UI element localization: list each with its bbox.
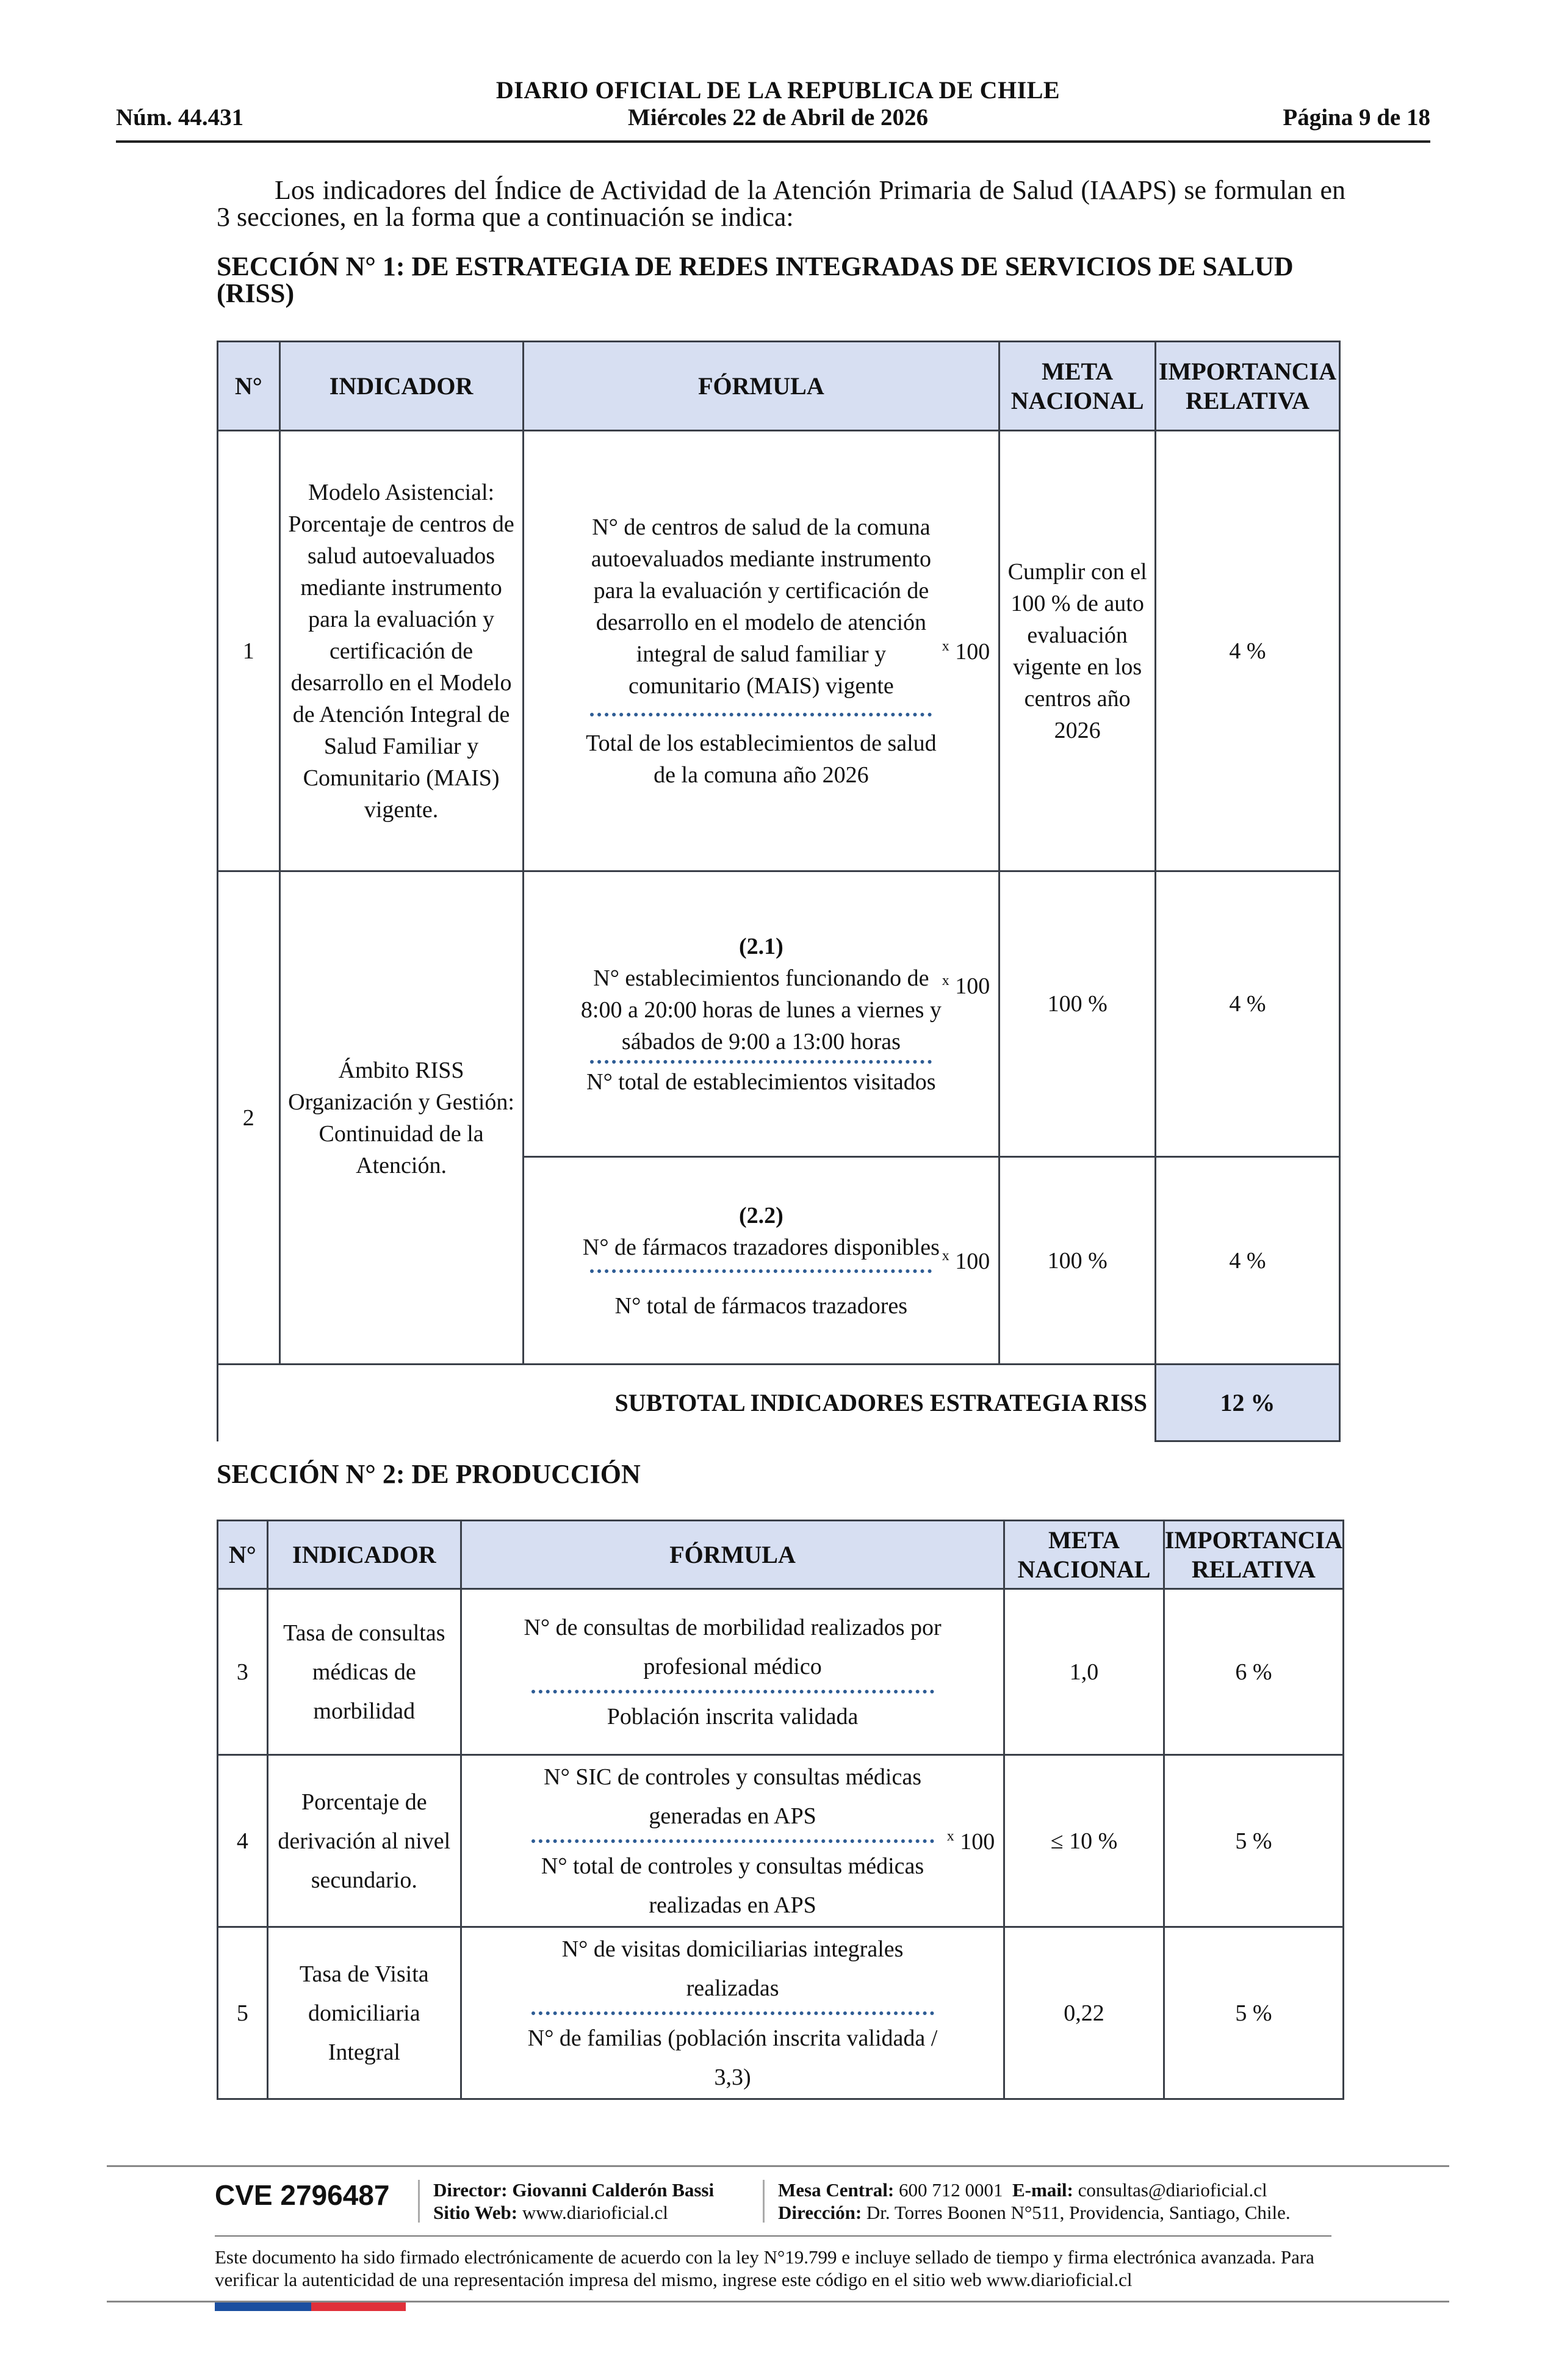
- row5-num: 5: [218, 1927, 268, 2099]
- row1-indicador: Modelo Asistencial: Porcentaje de centros de salud autoevaluados mediante instrumento para la evaluación y certificación de desarrollo en el Modelo de Atención Integral de Salud Familiar y Comunitario (MAIS) vigente.: [279, 431, 523, 871]
- email-label: E-mail:: [1012, 2179, 1073, 2201]
- footer-divider: [107, 2165, 1449, 2167]
- row4-formula: [461, 1755, 1004, 1927]
- table-row: [218, 871, 1340, 1157]
- row1-meta: Cumplir con el 100 % de auto evaluación vigente en los centros año 2026: [1000, 431, 1156, 871]
- header-meta-line2: NACIONAL: [1017, 1555, 1151, 1583]
- row2-indicador: Ámbito RISS Organización y Gestión: Continuidad de la Atención.: [279, 871, 523, 1365]
- row2-1-numerator: N° establecimientos funcionando de 8:00 a 20:00 horas de lunes a viernes y sábados de 9:00 a 13:00 horas: [580, 965, 942, 1055]
- address-label: Dirección:: [778, 2202, 862, 2223]
- flag-bar-red: [311, 2302, 406, 2311]
- row1-formula: [523, 431, 1000, 871]
- row1-multiplier: $^x$ 100: [942, 638, 990, 665]
- section2-title: SECCIÓN N° 2: DE PRODUCCIÓN: [217, 1459, 641, 1489]
- row5-indicador: Tasa de Visita domiciliaria Integral: [267, 1927, 461, 2099]
- director-name: Giovanni Calderón Bassi: [512, 2179, 715, 2201]
- row2-2-denominator: N° total de fármacos trazadores: [614, 1293, 908, 1319]
- web-label: Sitio Web:: [433, 2202, 518, 2223]
- address: Dr. Torres Boonen N°511, Providencia, Santiago, Chile.: [866, 2202, 1291, 2223]
- publication-title: DIARIO OFICIAL DE LA REPUBLICA DE CHILE: [495, 76, 1061, 104]
- header-meta-line1: META: [1048, 1526, 1120, 1554]
- header-num: N°: [218, 342, 280, 431]
- row3-num: 3: [218, 1589, 268, 1755]
- row4-multiplier-value: 100: [960, 1828, 995, 1855]
- row2-1-label: (2.1): [738, 933, 783, 959]
- page-number: Página 9 de 18: [1283, 104, 1430, 131]
- fraction-bar: [531, 1839, 934, 1843]
- header-formula: FÓRMULA: [461, 1521, 1004, 1589]
- table-row: [218, 1589, 1344, 1755]
- row4-multiplier: $^x$ 100: [946, 1828, 995, 1855]
- row1-multiplier-value: 100: [955, 638, 990, 665]
- section1-title: SECCIÓN N° 1: DE ESTRATEGIA DE REDES INTEGRADAS DE SERVICIOS DE SALUD (RISS): [217, 251, 1294, 308]
- intro-paragraph: Los indicadores del Índice de Actividad de la Atención Primaria de Salud (IAAPS) se formulan en 3 secciones, en la forma que a continuación se indica:: [217, 175, 1345, 232]
- subtotal-value: 12 %: [1156, 1365, 1340, 1441]
- fraction-bar: [531, 2011, 934, 2015]
- row2-1-multiplier-value: 100: [955, 973, 990, 999]
- row3-importancia: 6 %: [1164, 1589, 1343, 1755]
- row2-2-multiplier-value: 100: [955, 1248, 990, 1274]
- row3-indicador: Tasa de consultas médicas de morbilidad: [267, 1589, 461, 1755]
- table-row: [218, 1927, 1344, 2099]
- fraction-bar: [590, 1269, 932, 1273]
- section1-table: [217, 341, 1341, 1442]
- table-row: [218, 431, 1340, 871]
- row5-meta: 0,22: [1004, 1927, 1164, 2099]
- row3-denominator: Población inscrita validada: [607, 1703, 859, 1729]
- header-formula: FÓRMULA: [523, 342, 1000, 431]
- row2-1-importancia: 4 %: [1156, 871, 1340, 1157]
- row4-importancia: 5 %: [1164, 1755, 1343, 1927]
- subtotal-label: SUBTOTAL INDICADORES ESTRATEGIA RISS: [218, 1365, 1156, 1441]
- row4-indicador: Porcentaje de derivación al nivel secundario.: [267, 1755, 461, 1927]
- table-row: [218, 1755, 1344, 1927]
- fraction-bar: [590, 1060, 932, 1064]
- row2-num: 2: [218, 871, 280, 1365]
- mesa-phone: 600 712 0001: [899, 2179, 1003, 2201]
- mesa-label: Mesa Central:: [778, 2179, 895, 2201]
- header-indicador: INDICADOR: [267, 1521, 461, 1589]
- header-imp-line1: IMPORTANCIA: [1164, 1526, 1342, 1554]
- row5-formula: [461, 1927, 1004, 2099]
- section2-table: [217, 1520, 1344, 2100]
- row1-numerator: N° de centros de salud de la comuna autoevaluados mediante instrumento para la evaluación y certificación de desarrollo en el modelo de atención integral de salud familiar y comunitario (MAIS) vigente: [591, 514, 931, 699]
- row1-denominator: Total de los establecimientos de salud de la comuna año 2026: [586, 730, 937, 788]
- row5-numerator: N° de visitas domiciliarias integrales realizadas: [561, 1936, 904, 2001]
- row4-numerator: N° SIC de controles y consultas médicas generadas en APS: [544, 1764, 921, 1829]
- row5-importancia: 5 %: [1164, 1927, 1343, 2099]
- fraction-bar: [590, 713, 932, 716]
- row2-2-meta: 100 %: [1000, 1157, 1156, 1365]
- web-link[interactable]: www.diarioficial.cl: [522, 2202, 668, 2223]
- subtotal-row: [218, 1365, 1340, 1441]
- footer-contact-block: [778, 2179, 1291, 2224]
- row1-importancia: 4 %: [1156, 431, 1340, 871]
- header-imp-line2: RELATIVA: [1191, 1555, 1316, 1583]
- row4-denominator: N° total de controles y consultas médicas realizadas en APS: [541, 1853, 924, 1918]
- row4-num: 4: [218, 1755, 268, 1927]
- row2-1-meta: 100 %: [1000, 871, 1156, 1157]
- legal-notice: Este documento ha sido firmado electrónicamente de acuerdo con la ley N°19.799 e incluye sellado de tiempo y firma electrónica avanzada. Para verificar la autenticidad de una representación impresa del mismo, ingrese este código en el sitio web www.diarioficial.cl: [215, 2246, 1314, 2290]
- email-link[interactable]: consultas@diarioficial.cl: [1078, 2179, 1267, 2201]
- flag-bar-blue: [215, 2302, 311, 2311]
- row2-1-multiplier: $^x$ 100: [942, 973, 990, 999]
- header-meta-line1: META: [1042, 357, 1114, 385]
- header-importancia: [1164, 1521, 1343, 1589]
- issue-date: Miércoles 22 de Abril de 2026: [627, 104, 929, 131]
- header-importancia: [1156, 342, 1340, 431]
- header-imp-line2: RELATIVA: [1185, 386, 1310, 414]
- table-header-row: [218, 1521, 1344, 1589]
- row2-2-label: (2.2): [738, 1202, 783, 1228]
- header-indicador: INDICADOR: [279, 342, 523, 431]
- row5-denominator: N° de familias (población inscrita validada / 3,3): [527, 2025, 938, 2090]
- table-header-row: [218, 342, 1340, 431]
- row2-2-importancia: 4 %: [1156, 1157, 1340, 1365]
- footer-director-block: [433, 2179, 714, 2224]
- cve-code: CVE 2796487: [215, 2179, 390, 2211]
- header-divider: [116, 140, 1430, 143]
- issue-number: Núm. 44.431: [116, 104, 244, 131]
- row2-1-formula: [523, 871, 1000, 1157]
- row3-meta: 1,0: [1004, 1589, 1164, 1755]
- header-imp-line1: IMPORTANCIA: [1158, 357, 1337, 385]
- fraction-bar: [531, 1690, 934, 1693]
- footer-divider: [215, 2235, 1331, 2237]
- header-meta-line2: NACIONAL: [1010, 386, 1144, 414]
- row2-2-formula: [523, 1157, 1000, 1365]
- row2-2-multiplier: $^x$ 100: [942, 1247, 990, 1274]
- row4-meta: ≤ 10 %: [1004, 1755, 1164, 1927]
- row2-2-numerator: N° de fármacos trazadores disponibles: [582, 1234, 940, 1260]
- row3-numerator: N° de consultas de morbilidad realizados por profesional médico: [524, 1614, 942, 1679]
- row3-formula: [461, 1589, 1004, 1755]
- footer-separator: [763, 2180, 765, 2223]
- header-meta: [1004, 1521, 1164, 1589]
- director-label: Director:: [433, 2179, 508, 2201]
- header-num: N°: [218, 1521, 268, 1589]
- footer-separator: [418, 2180, 420, 2223]
- row2-1-denominator: N° total de establecimientos visitados: [586, 1069, 936, 1095]
- header-meta: [1000, 342, 1156, 431]
- row1-num: 1: [218, 431, 280, 871]
